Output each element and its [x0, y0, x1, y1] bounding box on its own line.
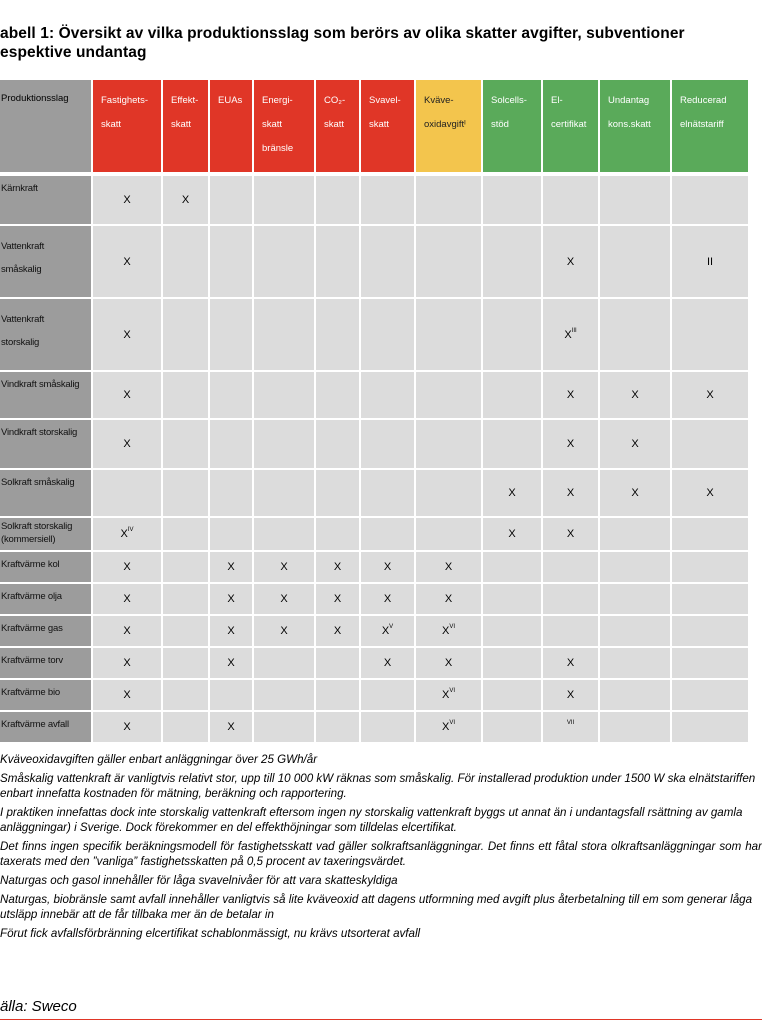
table-cell — [361, 470, 416, 518]
table-cell: X — [93, 372, 163, 420]
column-header: EUAs — [210, 80, 254, 176]
table-cell — [600, 299, 672, 372]
column-header: Energi- skatt bränsle — [254, 80, 316, 176]
table-cell — [210, 299, 254, 372]
table-cell — [672, 616, 750, 648]
table-cell — [361, 712, 416, 744]
table-cell — [316, 226, 361, 299]
table-cell — [254, 680, 316, 712]
table-cell: X — [93, 420, 163, 470]
table-cell — [600, 616, 672, 648]
table-cell — [672, 518, 750, 552]
table-row — [0, 552, 750, 584]
table-cell — [254, 648, 316, 680]
table-cell: X — [93, 648, 163, 680]
table-cell — [600, 552, 672, 584]
table-cell — [672, 299, 750, 372]
table-cell: X — [316, 584, 361, 616]
table-cell — [163, 299, 210, 372]
table-cell — [316, 470, 361, 518]
table-row — [0, 470, 750, 518]
table-row — [0, 299, 750, 372]
row-label: Vattenkraft småskalig — [0, 226, 93, 299]
table-cell — [316, 372, 361, 420]
table-cell — [254, 470, 316, 518]
table-cell: X — [361, 552, 416, 584]
row-label: Kraftvärme gas — [0, 616, 93, 648]
title-line: abell 1: Översikt av vilka produktionsslag som berörs av olika skatter avgifter, subventioner — [0, 25, 685, 42]
table-cell — [361, 299, 416, 372]
table-cell — [416, 518, 483, 552]
table-cell: X — [361, 648, 416, 680]
table-cell — [210, 372, 254, 420]
table-cell — [210, 420, 254, 470]
column-header-produktionsslag: Produktionsslag — [0, 80, 93, 176]
table-cell — [316, 680, 361, 712]
table-cell — [672, 552, 750, 584]
table-cell: X — [210, 712, 254, 744]
table-cell — [254, 226, 316, 299]
table-cell: X — [316, 616, 361, 648]
row-label: Solkraft storskalig (kommersiell) — [0, 518, 93, 552]
table-row — [0, 616, 750, 648]
table-cell: X — [483, 470, 543, 518]
table-cell: X — [600, 372, 672, 420]
table-cell — [672, 420, 750, 470]
table-cell — [361, 518, 416, 552]
row-label: Solkraft småskalig — [0, 470, 93, 518]
table-cell: X — [543, 420, 600, 470]
table-cell: $X^{VI}$ — [416, 616, 483, 648]
table-cell — [416, 176, 483, 226]
table-cell — [361, 680, 416, 712]
table-cell — [483, 420, 543, 470]
column-header: Undantag kons.skatt — [600, 80, 672, 176]
table-cell — [672, 680, 750, 712]
table-cell — [254, 299, 316, 372]
table-cell — [316, 420, 361, 470]
table-cell — [483, 584, 543, 616]
table-cell — [416, 226, 483, 299]
table-cell — [361, 372, 416, 420]
table-title — [0, 24, 762, 62]
table-cell — [316, 648, 361, 680]
table-cell: $X^{VI}$ — [416, 712, 483, 744]
table-cell — [316, 518, 361, 552]
title-line: espektive undantag — [0, 44, 147, 61]
table-cell — [483, 299, 543, 372]
table-cell — [163, 552, 210, 584]
table-cell — [210, 226, 254, 299]
table-cell: X — [543, 518, 600, 552]
row-label: Vindkraft storskalig — [0, 420, 93, 470]
table-cell — [163, 616, 210, 648]
column-header: Svavel- skatt — [361, 80, 416, 176]
table-cell: X — [210, 616, 254, 648]
table-cell — [163, 648, 210, 680]
tax-table — [0, 80, 750, 744]
table-cell — [163, 584, 210, 616]
table-row — [0, 680, 750, 712]
table-cell — [163, 372, 210, 420]
table-cell — [416, 372, 483, 420]
row-label: Vindkraft småskalig — [0, 372, 93, 420]
table-row — [0, 420, 750, 470]
bottom-rule — [0, 1019, 762, 1020]
table-cell — [600, 712, 672, 744]
table-row — [0, 176, 750, 226]
table-cell: X — [600, 420, 672, 470]
table-cell: X — [543, 372, 600, 420]
table-cell — [163, 680, 210, 712]
table-row — [0, 712, 750, 744]
table-cell: X — [93, 226, 163, 299]
header-row — [0, 80, 750, 176]
table-cell — [483, 552, 543, 584]
table-cell — [483, 712, 543, 744]
column-header: Reducerad elnätstariff — [672, 80, 750, 176]
table-cell — [483, 680, 543, 712]
row-label: Kraftvärme bio — [0, 680, 93, 712]
footnote: Naturgas och gasol innehåller för låga svavelnivåer för att vara skatteskyldiga — [0, 874, 398, 887]
table-cell: X — [483, 518, 543, 552]
table-cell — [163, 712, 210, 744]
table-cell — [254, 712, 316, 744]
table-cell — [600, 176, 672, 226]
table-cell — [210, 680, 254, 712]
table-cell: II — [672, 226, 750, 299]
table-cell — [672, 712, 750, 744]
row-label: Vattenkraft storskalig — [0, 299, 93, 372]
table-cell — [483, 648, 543, 680]
table-cell: $X^{III}$ — [543, 299, 600, 372]
table-cell: X — [254, 552, 316, 584]
table-cell — [254, 176, 316, 226]
table-cell: X — [93, 552, 163, 584]
table-cell — [254, 518, 316, 552]
table-cell: X — [543, 470, 600, 518]
footnote: Naturgas, biobränsle samt avfall innehåller vanligtvis så lite kväveoxid att dagens utformning med avgift plus återbetalning till em som generar låga utsläpp innebär att de får tillbaka mer än de betalar in — [0, 893, 753, 921]
column-header: Effekt- skatt — [163, 80, 210, 176]
table-row — [0, 372, 750, 420]
table-cell: $X^{IV}$ — [93, 518, 163, 552]
footnote-marker: V — [389, 624, 394, 630]
table-cell: X — [361, 584, 416, 616]
table-cell — [672, 176, 750, 226]
table-cell — [416, 420, 483, 470]
table-cell: X — [93, 299, 163, 372]
table-cell: X — [416, 584, 483, 616]
table-cell — [210, 176, 254, 226]
table-cell: X — [600, 470, 672, 518]
table-cell — [543, 616, 600, 648]
table-cell — [361, 176, 416, 226]
table-cell — [416, 470, 483, 518]
footnote-marker: VI — [449, 720, 455, 726]
column-header: Fastighets- skatt — [93, 80, 163, 176]
column-header: Kväve- oxidavgiftᴵ — [416, 80, 483, 176]
column-header: CO₂- skatt — [316, 80, 361, 176]
footnote: I praktiken innefattas dock inte storskalig vattenkraft eftersom ingen ny storskalig vattenkraft byggs ut annat än i undantagsfall rsättning av gamla anläggningar) i Sverige. Dock förekommer en del effekthöjningar som tilldelas elcertifikat. — [0, 806, 743, 834]
table-row — [0, 648, 750, 680]
table-cell — [163, 470, 210, 518]
footnote: Småskalig vattenkraft är vanligtvis relativt stor, upp till 10 000 kW räknas som småskalig. För installerad produktion under 1500 W ska elnätstariffen enbart innefatta kostnaden för mätning, beräkning och rapportering. — [0, 772, 756, 800]
footnote: Kväveoxidavgiften gäller enbart anläggningar över 25 GWh/år — [0, 753, 318, 766]
table-row — [0, 518, 750, 552]
row-label: Kärnkraft — [0, 176, 93, 226]
table-cell — [483, 372, 543, 420]
table-cell — [600, 226, 672, 299]
source-line: älla: Sweco — [0, 998, 77, 1015]
table-cell: X — [254, 584, 316, 616]
table-cell — [600, 648, 672, 680]
footnotes — [0, 752, 762, 941]
footnote-marker: III — [571, 327, 577, 334]
table-cell: X — [210, 552, 254, 584]
table-cell — [316, 299, 361, 372]
row-label: Kraftvärme kol — [0, 552, 93, 584]
table-cell — [543, 176, 600, 226]
table-cell — [483, 226, 543, 299]
table-cell: X — [672, 470, 750, 518]
table-body — [0, 176, 750, 744]
table-cell: X — [316, 552, 361, 584]
table-cell: X — [210, 584, 254, 616]
table-cell — [163, 518, 210, 552]
table-cell — [361, 420, 416, 470]
table-cell: $X^{VI}$ — [416, 680, 483, 712]
row-label: Kraftvärme olja — [0, 584, 93, 616]
footnote-marker: VI — [449, 624, 455, 630]
footnote-marker: VI — [449, 688, 455, 694]
table-cell — [416, 299, 483, 372]
table-cell — [254, 420, 316, 470]
table-cell: $X^V$ — [361, 616, 416, 648]
table-cell — [163, 226, 210, 299]
table-cell: X — [93, 712, 163, 744]
table-cell — [254, 372, 316, 420]
table-cell — [316, 712, 361, 744]
table-cell — [93, 470, 163, 518]
table-cell: X — [543, 680, 600, 712]
table-cell — [483, 176, 543, 226]
table-cell: X — [93, 584, 163, 616]
table-cell: X — [93, 680, 163, 712]
table-cell — [210, 470, 254, 518]
table-row — [0, 584, 750, 616]
table-cell — [316, 176, 361, 226]
table-cell — [672, 648, 750, 680]
table-cell: X — [163, 176, 210, 226]
column-header: Solcells- stöd — [483, 80, 543, 176]
table-cell — [672, 584, 750, 616]
table-cell: X — [93, 616, 163, 648]
table-cell: X — [416, 648, 483, 680]
footnote: Det finns ingen specifik beräkningsmodell för fastighetsskatt vad gäller solkraftsanläggningar. Det finns ett fåtal stora olkraftsanläggningar som har taxerats med den ”vanliga” fastighetsskatten på 0,5 procent av taxeringsvärdet. — [0, 840, 762, 868]
footnote: Förut fick avfallsförbränning elcertifikat schablonmässigt, nu krävs utsorterat avfall — [0, 927, 421, 940]
table-cell: X — [416, 552, 483, 584]
row-label: Kraftvärme torv — [0, 648, 93, 680]
table-cell: X — [543, 226, 600, 299]
footnote-marker: IV — [127, 527, 134, 533]
table-row — [0, 226, 750, 299]
table-cell — [600, 584, 672, 616]
table-cell — [600, 518, 672, 552]
table-cell — [210, 518, 254, 552]
table-cell — [600, 680, 672, 712]
column-header: El- certifikat — [543, 80, 600, 176]
table-cell — [543, 552, 600, 584]
row-label: Kraftvärme avfall — [0, 712, 93, 744]
table-cell: X — [210, 648, 254, 680]
table-cell — [543, 712, 600, 744]
table-cell: X — [93, 176, 163, 226]
table-cell: X — [543, 648, 600, 680]
table-cell — [543, 584, 600, 616]
footnote-marker: VII — [566, 720, 575, 726]
table-cell: X — [254, 616, 316, 648]
table-cell — [163, 420, 210, 470]
table-cell — [361, 226, 416, 299]
table-cell: X — [672, 372, 750, 420]
table-cell — [483, 616, 543, 648]
